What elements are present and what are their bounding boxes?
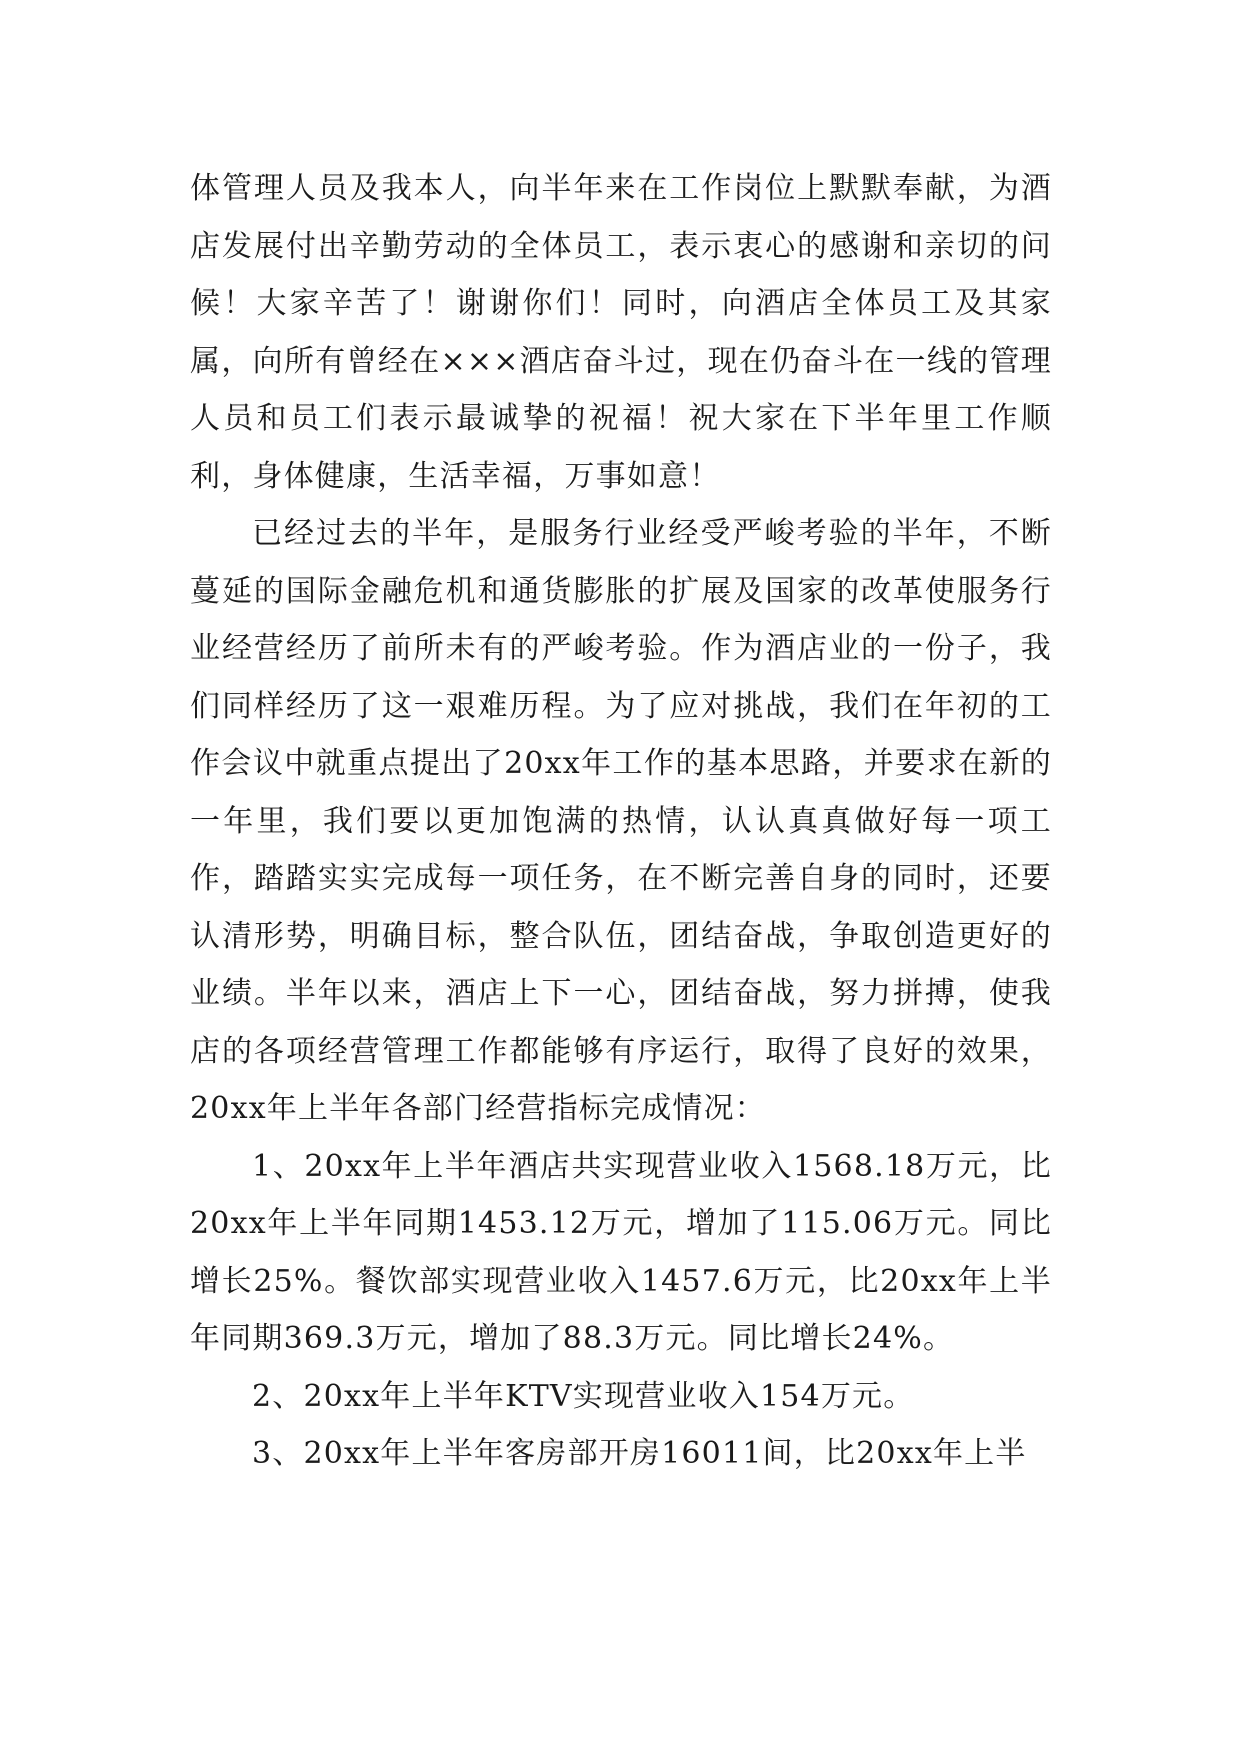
paragraph-review: 已经过去的半年，是服务行业经受严峻考验的半年，不断蔓延的国际金融危机和通货膨胀的扩展及国家的改革使服务行业经营经历了前所未有的严峻考验。作为酒店业的一份子，我们同样经历了这一艰难历程。为了应对挑战，我们在年初的工作会议中就重点提出了20xx年工作的基本思路，并要求在新的一年里，我们要以更加饱满的热情，认认真真做好每一项工作，踏踏实实完成每一项任务，在不断完善自身的同时，还要认清形势，明确目标，整合队伍，团结奋战，争取创造更好的业绩。半年以来，酒店上下一心，团结奋战，努力拼搏，使我店的各项经营管理工作都能够有序运行，取得了良好的效果，20xx年上半年各部门经营指标完成情况： xyxy=(190,516,1052,1126)
paragraph-ktv: 2、20xx年上半年KTV实现营业收入154万元。 xyxy=(252,1378,915,1414)
paragraph-greeting: 体管理人员及我本人，向半年来在工作岗位上默默奉献，为酒店发展付出辛勤劳动的全体员工，表示衷心的感谢和亲切的问候！大家辛苦了！谢谢你们！同时，向酒店全体员工及其家属，向所有曾经在×××酒店奋斗过，现在仍奋斗在一线的管理人员和员工们表示最诚挚的祝福！祝大家在下半年里工作顺利，身体健康，生活幸福，万事如意！ xyxy=(190,171,1052,494)
paragraph-rooms: 3、20xx年上半年客房部开房16011间，比20xx年上半 xyxy=(252,1436,1027,1471)
paragraph-revenue: 1、20xx年上半年酒店共实现营业收入1568.18万元，比20xx年上半年同期1453.12万元，增加了115.06万元。同比增长25%。餐饮部实现营业收入1457.6万元，比20xx年上半年同期369.3万元，增加了88.3万元。同比增长24%。 xyxy=(190,1148,1052,1356)
document-body xyxy=(190,160,1052,1483)
